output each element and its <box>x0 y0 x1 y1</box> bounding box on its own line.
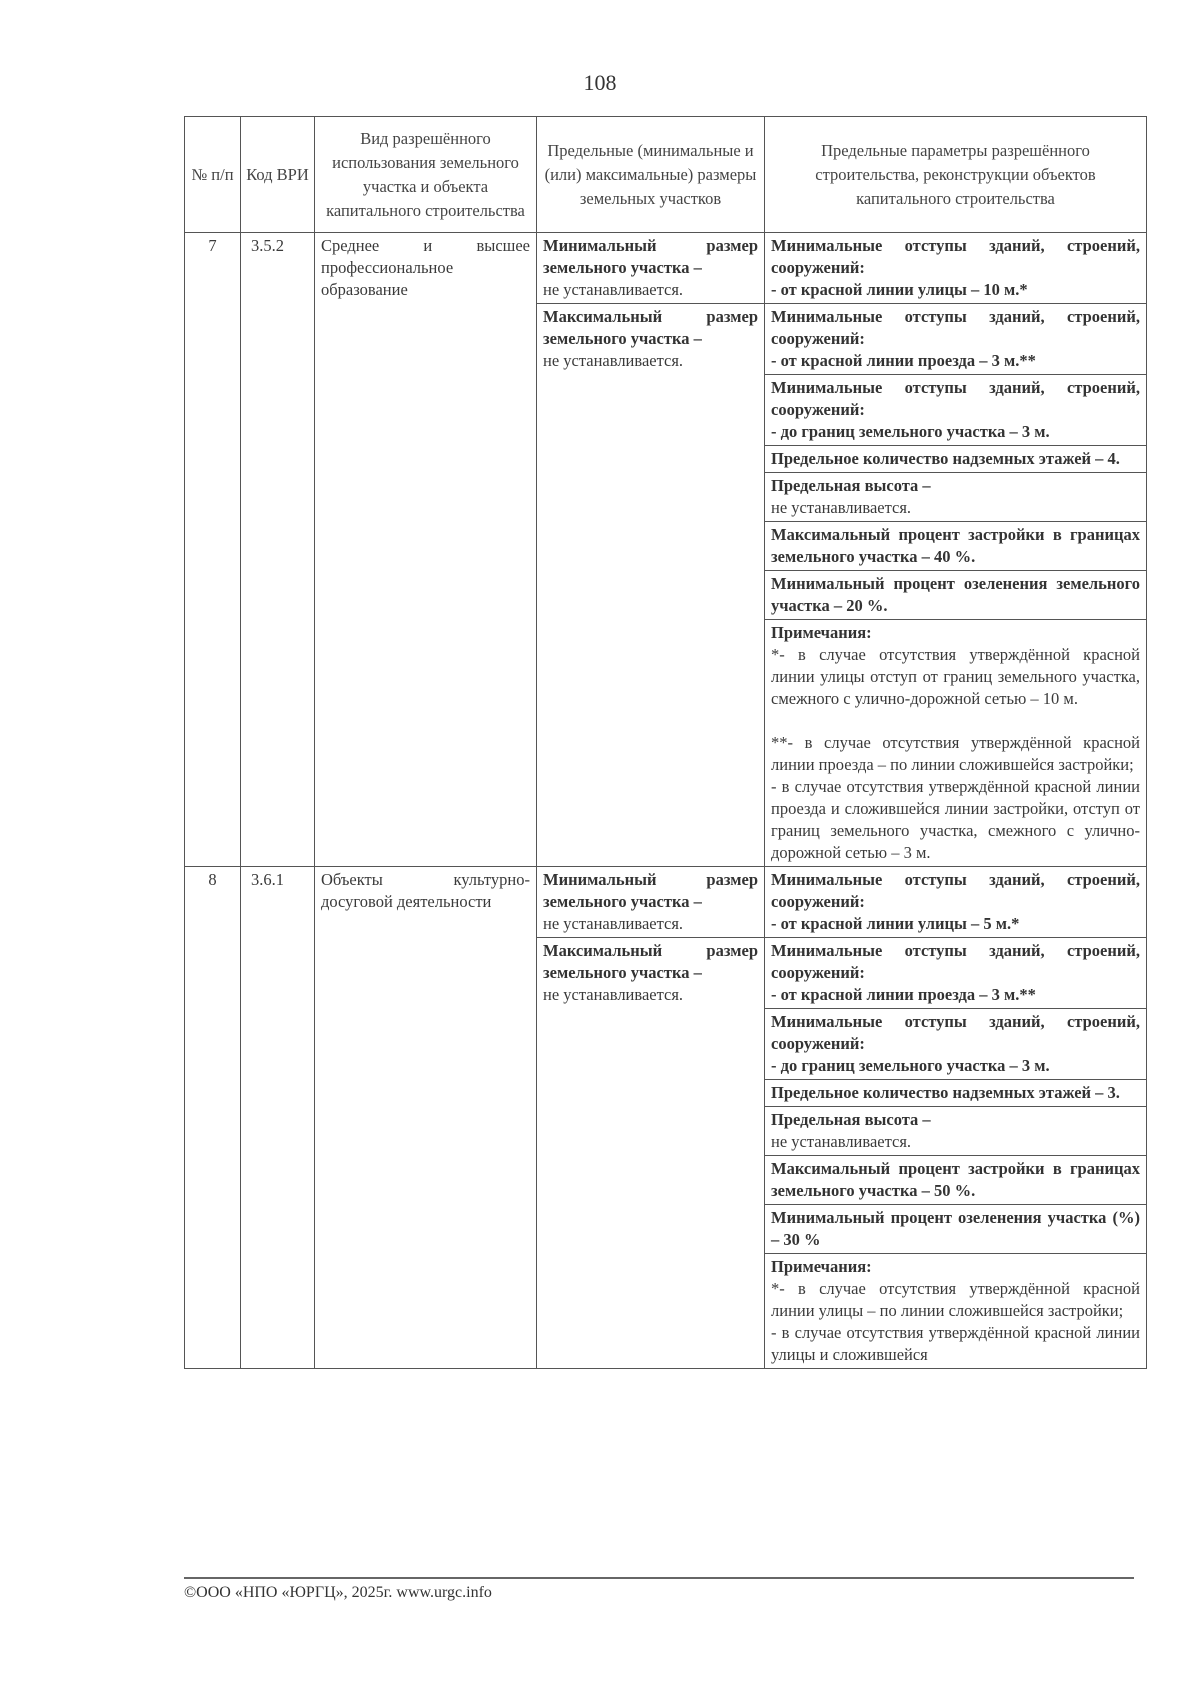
param-value: - до границ земельного участка – 3 м. <box>771 1056 1050 1075</box>
param-title: Минимальные отступы зданий, строений, сооружений: <box>771 870 1140 911</box>
param-cell: Предельное количество надземных этажей – 4. <box>765 446 1147 473</box>
param-cell: Минимальный процент озеленения участка (%) – 30 % <box>765 1205 1147 1254</box>
table-row <box>185 233 1147 304</box>
note-spacer <box>771 710 1140 732</box>
param-cell <box>765 375 1147 446</box>
max-size-title: Максимальный размер земельного участка – <box>543 307 758 348</box>
table-row <box>185 867 1147 938</box>
param-cell <box>765 938 1147 1009</box>
min-size-value: не устанавливается. <box>543 914 684 933</box>
param-title: Предельная высота – <box>771 1110 931 1129</box>
param-title: Минимальные отступы зданий, строений, сооружений: <box>771 378 1140 419</box>
row-type: Объекты культурно-досуговой деятельности <box>315 867 537 1369</box>
note-text: - в случае отсутствия утверждённой красной линии проезда и сложившейся линии застройки, отступ от границ земельного участка, смежного с улично-дорожной сетью – 3 м. <box>771 777 1140 862</box>
param-value: - от красной линии улицы – 10 м.* <box>771 280 1028 299</box>
notes-cell <box>765 1254 1147 1369</box>
param-value: - от красной линии улицы – 5 м.* <box>771 914 1020 933</box>
header-code: Код ВРИ <box>241 117 315 233</box>
row-code: 3.5.2 <box>241 233 315 867</box>
header-size: Предельные (минимальные и (или) максимальные) размеры земельных участков <box>537 117 765 233</box>
param-cell: Минимальный процент озеленения земельного участка – 20 %. <box>765 571 1147 620</box>
header-params: Предельные параметры разрешённого строительства, реконструкции объектов капитального строительства <box>765 117 1147 233</box>
param-value: - от красной линии проезда – 3 м.** <box>771 351 1036 370</box>
min-size-cell <box>537 233 765 304</box>
param-cell: Предельное количество надземных этажей – 3. <box>765 1080 1147 1107</box>
note-text: *- в случае отсутствия утверждённой красной линии улицы отступ от границ земельного участка, смежного с улично-дорожной сетью – 10 м. <box>771 645 1140 708</box>
row-type: Среднее и высшее профессиональное образование <box>315 233 537 867</box>
param-cell <box>765 473 1147 522</box>
header-type: Вид разрешённого использования земельного участка и объекта капитального строительства <box>315 117 537 233</box>
param-title: Минимальные отступы зданий, строений, сооружений: <box>771 1012 1140 1053</box>
page-number: 108 <box>583 70 617 95</box>
min-size-cell <box>537 867 765 938</box>
notes-title: Примечания: <box>771 623 872 642</box>
footer-copyright: ©ООО «НПО «ЮРГЦ», 2025г. www.urgc.info <box>184 1584 492 1601</box>
param-cell <box>765 1009 1147 1080</box>
min-size-value: не устанавливается. <box>543 280 684 299</box>
min-size-title: Минимальный размер земельного участка – <box>543 236 758 277</box>
param-cell <box>765 867 1147 938</box>
note-text: *- в случае отсутствия утверждённой красной линии улицы – по линии сложившейся застройки; <box>771 1279 1140 1320</box>
param-title: Предельная высота – <box>771 476 931 495</box>
max-size-value: не устанавливается. <box>543 985 684 1004</box>
param-title: Минимальные отступы зданий, строений, сооружений: <box>771 307 1140 348</box>
param-title: Минимальные отступы зданий, строений, сооружений: <box>771 236 1140 277</box>
notes-title: Примечания: <box>771 1257 872 1276</box>
param-title: Минимальные отступы зданий, строений, сооружений: <box>771 941 1140 982</box>
notes-cell <box>765 620 1147 867</box>
max-size-cell <box>537 938 765 1369</box>
row-code: 3.6.1 <box>241 867 315 1369</box>
max-size-title: Максимальный размер земельного участка – <box>543 941 758 982</box>
row-number: 7 <box>185 233 241 867</box>
param-cell <box>765 1107 1147 1156</box>
row-number: 8 <box>185 867 241 1369</box>
param-cell <box>765 233 1147 304</box>
footer-divider <box>184 1577 1134 1579</box>
note-text: **- в случае отсутствия утверждённой красной линии проезда – по линии сложившейся застройки; <box>771 733 1140 774</box>
param-value: не устанавливается. <box>771 498 912 517</box>
max-size-cell <box>537 304 765 867</box>
min-size-title: Минимальный размер земельного участка – <box>543 870 758 911</box>
header-num: № п/п <box>185 117 241 233</box>
param-cell: Максимальный процент застройки в границах земельного участка – 40 %. <box>765 522 1147 571</box>
param-value: не устанавливается. <box>771 1132 912 1151</box>
note-text: - в случае отсутствия утверждённой красной линии улицы и сложившейся <box>771 1323 1140 1364</box>
max-size-value: не устанавливается. <box>543 351 684 370</box>
param-cell: Максимальный процент застройки в границах земельного участка – 50 %. <box>765 1156 1147 1205</box>
param-cell <box>765 304 1147 375</box>
zoning-parameters-table <box>184 116 1147 1369</box>
param-value: - до границ земельного участка – 3 м. <box>771 422 1050 441</box>
param-value: - от красной линии проезда – 3 м.** <box>771 985 1036 1004</box>
table-header-row <box>185 117 1147 233</box>
